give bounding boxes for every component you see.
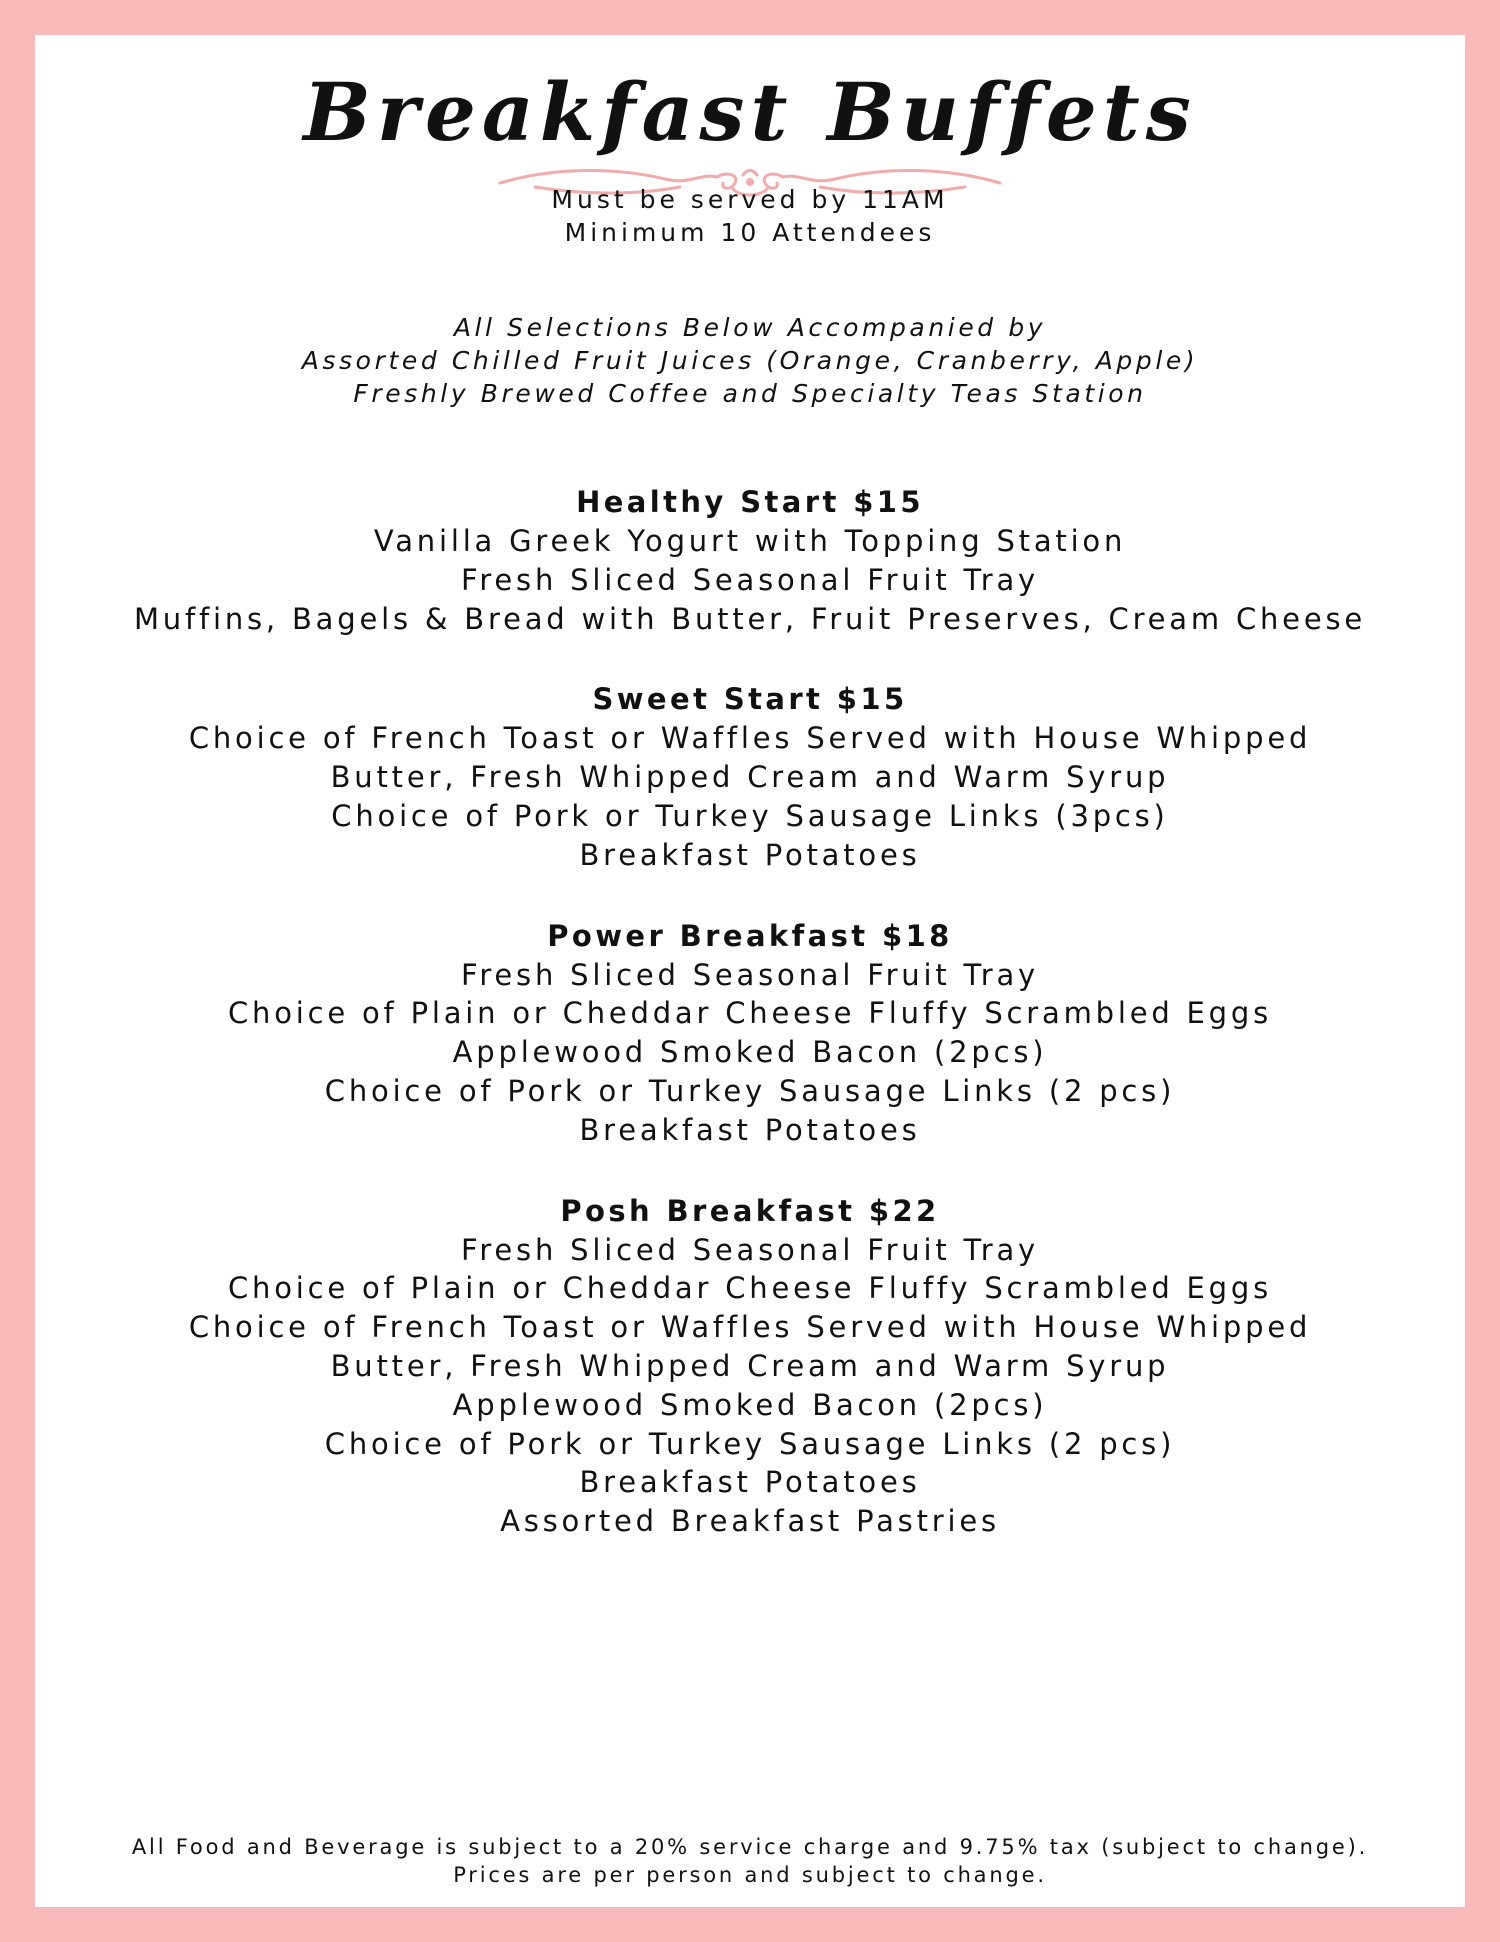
- buffet-section-title: Posh Breakfast $22: [560, 1193, 940, 1228]
- menu-item: Fresh Sliced Seasonal Fruit Tray: [460, 562, 1040, 597]
- requirement-line: Minimum 10 Attendees: [564, 218, 936, 247]
- menu-item: Choice of Plain or Cheddar Cheese Fluffy Scrambled Eggs: [227, 996, 1273, 1031]
- buffet-menu: [35, 483, 1465, 1583]
- menu-item: Breakfast Potatoes: [579, 1465, 921, 1500]
- menu-item: Fresh Sliced Seasonal Fruit Tray: [460, 957, 1040, 992]
- menu-item: Fresh Sliced Seasonal Fruit Tray: [460, 1232, 1040, 1267]
- menu-item: Choice of Plain or Cheddar Cheese Fluffy Scrambled Eggs: [227, 1271, 1273, 1306]
- accompaniments-note: [35, 311, 1465, 410]
- menu-item: Choice of Pork or Turkey Sausage Links (2 pcs): [324, 1073, 1176, 1108]
- buffet-section-title: Power Breakfast $18: [547, 918, 953, 953]
- menu-item: Applewood Smoked Bacon (2pcs): [452, 1387, 1048, 1422]
- menu-item: Assorted Breakfast Pastries: [500, 1504, 1000, 1539]
- page-title: Breakfast Buffets: [303, 65, 1197, 159]
- footer-note: [35, 1833, 1465, 1889]
- service-requirements: [35, 183, 1465, 249]
- menu-page: [35, 35, 1465, 1907]
- buffet-section-title: Sweet Start $15: [592, 682, 908, 717]
- menu-item: Butter, Fresh Whipped Cream and Warm Syrup: [330, 760, 1170, 795]
- menu-item: Applewood Smoked Bacon (2pcs): [452, 1035, 1048, 1070]
- accompaniment-line: Assorted Chilled Fruit Juices (Orange, Cranberry, Apple): [301, 346, 1199, 375]
- accompaniment-line: All Selections Below Accompanied by: [453, 313, 1047, 342]
- buffet-section-sweet-start: [35, 680, 1465, 874]
- buffet-section-power-breakfast: [35, 917, 1465, 1150]
- buffet-section-posh-breakfast: [35, 1192, 1465, 1541]
- menu-item: Choice of French Toast or Waffles Served with House Whipped: [188, 1310, 1312, 1345]
- menu-item: Breakfast Potatoes: [579, 837, 921, 872]
- footer-line: All Food and Beverage is subject to a 20% service charge and 9.75% tax (subject to change).: [131, 1835, 1369, 1859]
- footer-line: Prices are per person and subject to change.: [453, 1863, 1047, 1887]
- menu-item: Choice of Pork or Turkey Sausage Links (3pcs): [331, 798, 1169, 833]
- menu-item: Butter, Fresh Whipped Cream and Warm Syrup: [330, 1348, 1170, 1383]
- accompaniment-line: Freshly Brewed Coffee and Specialty Teas Station: [353, 379, 1147, 408]
- menu-item: Choice of Pork or Turkey Sausage Links (2 pcs): [324, 1426, 1176, 1461]
- menu-item: Breakfast Potatoes: [579, 1112, 921, 1147]
- buffet-section-title: Healthy Start $15: [576, 485, 924, 519]
- requirement-line: Must be served by 11AM: [551, 185, 949, 214]
- buffet-section-healthy-start: [35, 483, 1465, 638]
- menu-item: Muffins, Bagels & Bread with Butter, Fruit Preserves, Cream Cheese: [133, 601, 1367, 636]
- menu-item: Choice of French Toast or Waffles Served with House Whipped: [188, 721, 1312, 756]
- menu-item: Vanilla Greek Yogurt with Topping Station: [373, 524, 1127, 558]
